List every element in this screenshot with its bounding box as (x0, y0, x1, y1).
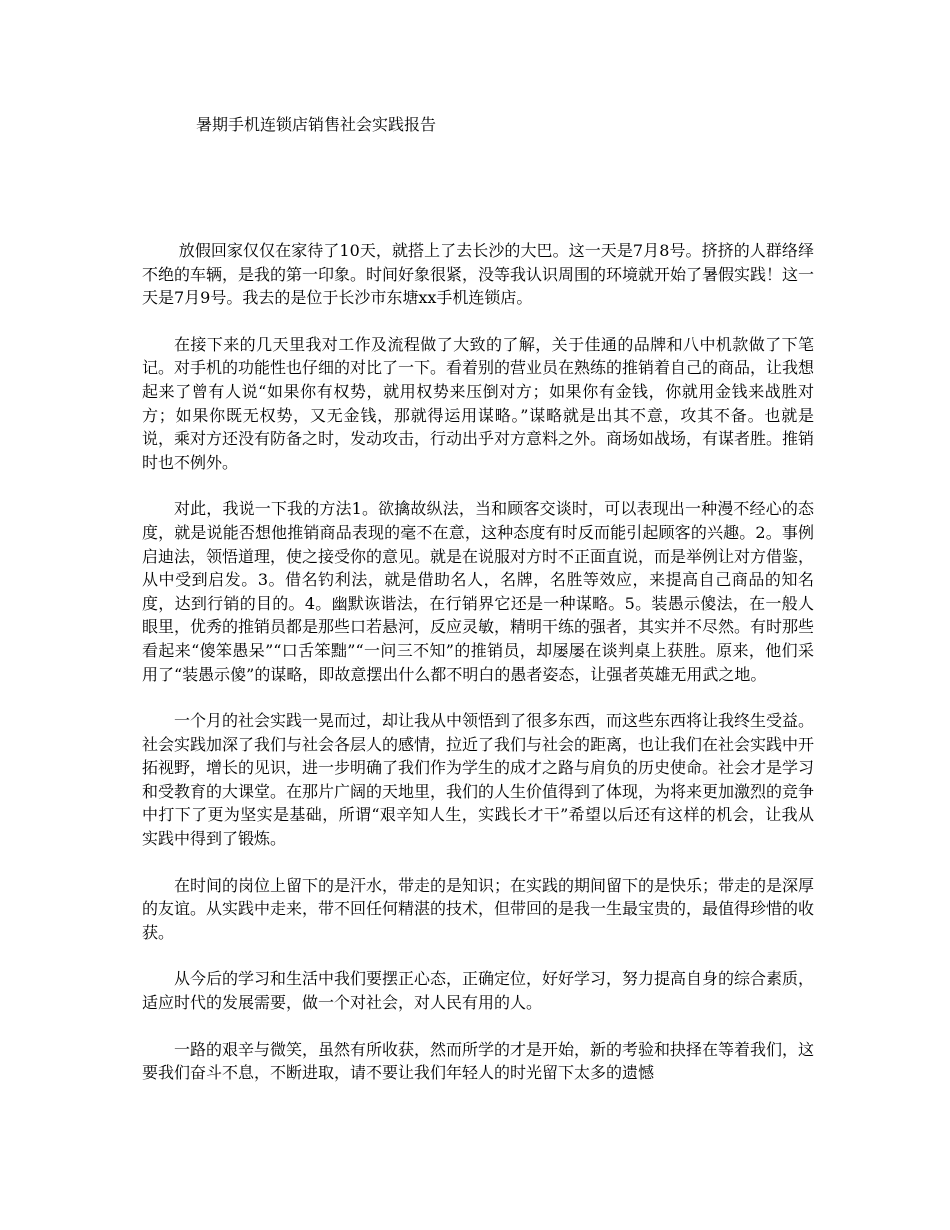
paragraph-2: 在接下来的几天里我对工作及流程做了大致的了解，关于佳通的品牌和八中机款做了下笔记。对手机的功能性也仔细的对比了一下。看着别的营业员在熟练的推销着自己的商品，让我想起来了曾有人说“如果你有权势，就用权势来压倒对方；如果你有金钱，你就用金钱来战胜对方；如果你既无权势，又无金钱，那就得运用谋略。”谋略就是出其不意，攻其不备。也就是说，乘对方还没有防备之时，发动攻击，行动出乎对方意料之外。商场如战场，有谋者胜。推销时也不例外。 (142, 334, 815, 472)
document-body (142, 239, 814, 1108)
paragraph-6: 从今后的学习和生活中我们要摆正心态，正确定位，好好学习，努力提高自身的综合素质，适应时代的发展需要，做一个对社会，对人民有用的人。 (142, 969, 815, 1013)
paragraph-1: 放假回家仅仅在家待了10天，就搭上了去长沙的大巴。这一天是7月8号。挤挤的人群络绎不绝的车辆，是我的第一印象。时间好象很紧，没等我认识周围的环境就开始了暑假实践！这一天是7月9号。我去的是位于长沙市东塘xx手机连锁店。 (142, 241, 815, 308)
paragraph-4: 一个月的社会实践一晃而过，却让我从中领悟到了很多东西，而这些东西将让我终生受益。社会实践加深了我们与社会各层人的感情，拉近了我们与社会的距离，也让我们在社会实践中开拓视野，增长的见识，进一步明确了我们作为学生的成才之路与肩负的历史使命。社会才是学习和受教育的大课堂。在那片广阔的天地里，我们的人生价值得到了体现，为将来更加激烈的竞争中打下了更为坚实是基础，所谓“艰辛知人生，实践长才干”希望以后还有这样的机会，让我从实践中得到了锻炼。 (142, 711, 815, 849)
paragraph-7: 一路的艰辛与微笑，虽然有所收获，然而所学的才是开始，新的考验和抉择在等着我们，这要我们奋斗不息，不断进取，请不要让我们年轻人的时光留下太多的遗憾 (142, 1039, 815, 1083)
paragraph-5: 在时间的岗位上留下的是汗水，带走的是知识；在实践的期间留下的是快乐；带走的是深厚的友谊。从实践中走来，带不回任何精湛的技术，但带回的是我一生最宝贵的，最值得珍惜的收获。 (142, 875, 815, 942)
paragraph-3: 对此，我说一下我的方法1。欲擒故纵法，当和顾客交谈时，可以表现出一种漫不经心的态度，就是说能否想他推销商品表现的毫不在意，这种态度有时反而能引起顾客的兴趣。2。事例启迪法，领悟道理，使之接受你的意见。就是在说服对方时不正面直说，而是举例让对方借鉴，从中受到启发。3。借名钓利法，就是借助名人，名牌，名胜等效应，来提高自己商品的知名度，达到行销的目的。4。幽默诙谐法，在行销界它还是一种谋略。5。装愚示傻法，在一般人眼里，优秀的推销员都是那些口若悬河，反应灵敏，精明干练的强者，其实并不尽然。有时那些看起来“傻笨愚呆”“口舌笨黜”“一问三不知”的推销员，却屡屡在谈判桌上获胜。原来，他们采用了“装愚示傻”的谋略，即故意摆出什么都不明白的愚者姿态，让强者英雄无用武之地。 (142, 499, 815, 684)
document-title: 暑期手机连锁店销售社会实践报告 (196, 115, 437, 134)
